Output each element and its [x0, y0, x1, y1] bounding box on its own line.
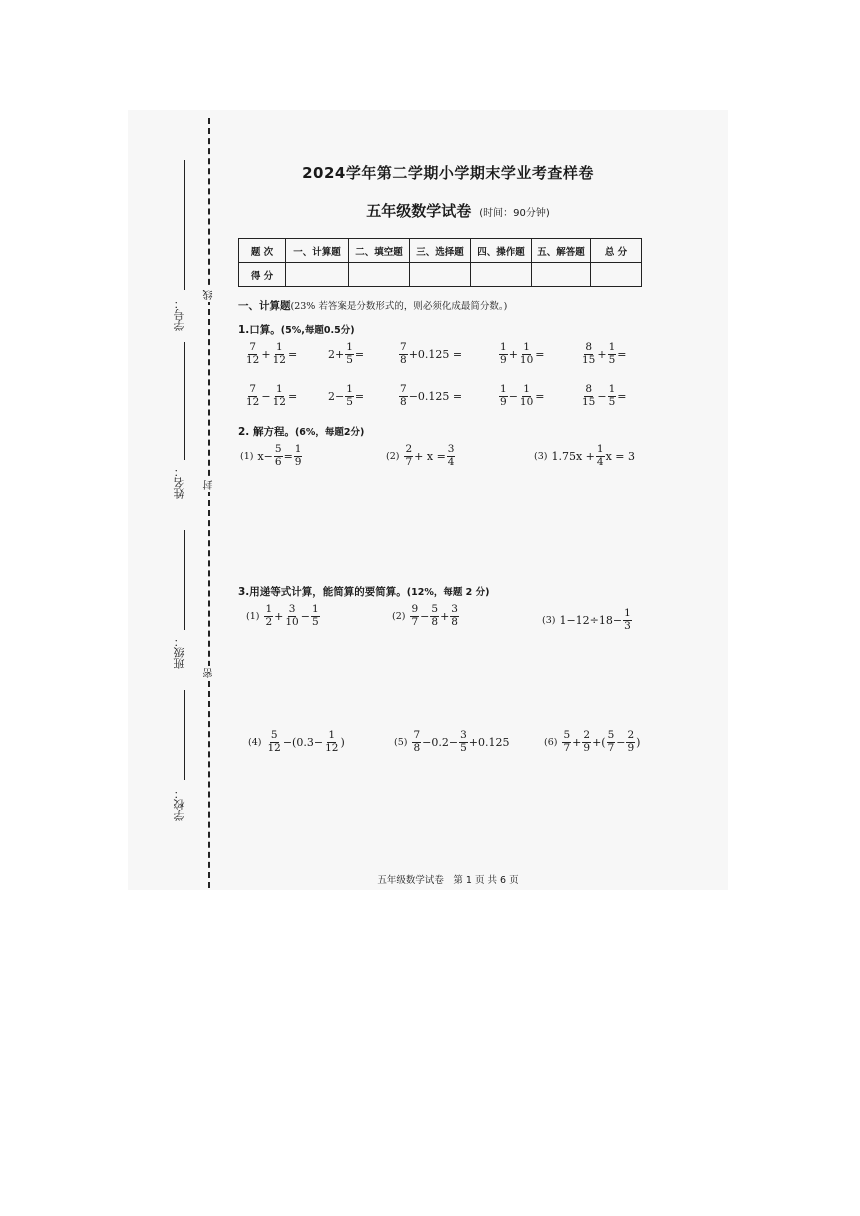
fraction	[272, 342, 287, 366]
denominator: 12	[246, 353, 260, 366]
oral-calc-item	[498, 384, 545, 408]
score-table-header-row	[239, 239, 642, 263]
numerator: 5	[270, 729, 278, 741]
expr-text: x = 3	[605, 449, 635, 463]
expr-text: −	[335, 389, 345, 403]
expr-text: 1−12÷18−	[559, 613, 623, 627]
fraction	[582, 730, 591, 754]
score-table	[238, 238, 642, 287]
score-header-cell: 题 次	[239, 239, 286, 263]
numerator: 5	[431, 603, 439, 615]
denominator: 3	[624, 619, 631, 632]
expr-text: (3)	[542, 614, 556, 626]
numerator: 7	[249, 383, 257, 395]
denominator: 8	[400, 353, 407, 366]
q1-title: 1.口算。	[238, 324, 281, 336]
fraction	[294, 444, 303, 468]
fraction	[274, 444, 283, 468]
fraction	[562, 730, 571, 754]
numerator: 1	[311, 603, 319, 615]
score-header-cell: 三、选择题	[410, 239, 471, 263]
fraction	[430, 604, 439, 628]
oral-calc-item	[328, 342, 364, 366]
numerator: 3	[288, 603, 296, 615]
denominator: 7	[411, 615, 419, 628]
cut-line	[208, 118, 210, 888]
denominator: 8	[431, 615, 439, 628]
score-cell[interactable]	[349, 263, 410, 287]
fraction	[404, 444, 413, 468]
expr-text: +	[261, 347, 271, 361]
expr-text: −	[420, 609, 430, 623]
expr-text: (6)	[544, 736, 558, 748]
fraction	[623, 608, 632, 632]
expr-text: −	[261, 389, 271, 403]
denominator: 12	[272, 353, 286, 366]
expr-text: =	[354, 389, 365, 403]
expr-text: +	[440, 609, 450, 623]
numerator: 2	[627, 729, 635, 741]
denominator: 7	[607, 741, 615, 754]
expr-text: (3)	[534, 450, 548, 462]
score-header-cell: 总 分	[591, 239, 642, 263]
equation-item	[240, 444, 303, 468]
denominator: 15	[582, 353, 596, 366]
expr-text: +	[335, 347, 345, 361]
denominator: 4	[596, 455, 604, 468]
fraction	[245, 384, 260, 408]
numerator: 5	[607, 729, 615, 741]
expr-text: =	[617, 389, 627, 403]
denominator: 5	[608, 395, 616, 408]
denominator: 8	[400, 395, 407, 408]
oral-calc-item	[244, 342, 297, 366]
expr-text: =	[617, 347, 627, 361]
expr-text: =	[535, 347, 545, 361]
oral-calc-item	[498, 342, 545, 366]
numerator: 3	[451, 603, 458, 615]
expr-text: −(0.3−	[282, 735, 324, 749]
student-id-line[interactable]	[184, 160, 185, 290]
fraction	[447, 444, 456, 468]
expr-text: (2)	[392, 610, 406, 622]
numerator: 1	[346, 383, 353, 395]
expr-text: )	[340, 735, 345, 749]
fraction	[459, 730, 468, 754]
expr-text: 2	[328, 389, 335, 403]
denominator: 9	[500, 353, 507, 366]
numerator: 1	[624, 607, 631, 619]
expr-text: +(	[592, 735, 606, 749]
fraction	[581, 342, 596, 366]
seal-seal-char: 封	[204, 480, 215, 490]
seal-line-char: 线	[204, 290, 215, 300]
step-calc-item	[542, 608, 633, 632]
fraction	[412, 730, 421, 754]
name-line[interactable]	[184, 342, 185, 460]
numerator: 2	[583, 729, 591, 741]
expr-text: +	[508, 347, 518, 361]
score-cell[interactable]	[591, 263, 642, 287]
expr-text: −0.125 =	[408, 389, 463, 403]
expr-text: (1)	[246, 610, 260, 622]
expr-text: −	[508, 389, 518, 403]
numerator: 1	[275, 383, 283, 395]
exam-title: 2024学年第二学期小学期末学业考查样卷	[302, 164, 594, 182]
denominator: 2	[265, 615, 273, 628]
fraction	[311, 604, 320, 628]
numerator: 7	[400, 383, 407, 395]
expr-text: + x =	[414, 449, 446, 463]
section-1-note: (23% 若答案是分数形式的，则必须化成最简分数。)	[290, 301, 508, 312]
fraction	[345, 342, 354, 366]
score-cell[interactable]	[471, 263, 532, 287]
fraction	[266, 730, 281, 754]
expr-text: (1)	[240, 450, 254, 462]
q2-note: (6%，每题2分)	[294, 427, 365, 438]
expr-text: =	[287, 389, 298, 403]
q3-title: 3.用递等式计算，能简算的要简算。	[238, 586, 407, 598]
denominator: 9	[583, 741, 591, 754]
score-header-cell: 五、解答题	[532, 239, 591, 263]
fraction	[284, 604, 299, 628]
exam-sheet	[128, 110, 728, 890]
denominator: 9	[294, 455, 302, 468]
fraction	[399, 384, 408, 408]
denominator: 7	[405, 455, 413, 468]
denominator: 7	[563, 741, 571, 754]
numerator: 1	[500, 341, 507, 353]
score-cell[interactable]	[410, 263, 471, 287]
numerator: 1	[608, 341, 616, 353]
score-cell[interactable]	[532, 263, 591, 287]
expr-text: −0.2−	[422, 735, 459, 749]
step-calc-item	[394, 730, 510, 754]
oral-calc-item	[580, 342, 627, 366]
denominator: 10	[519, 395, 534, 408]
denominator: 9	[627, 741, 635, 754]
numerator: 3	[460, 729, 467, 741]
denominator: 5	[460, 741, 467, 754]
oral-calc-item	[244, 384, 297, 408]
fraction	[581, 384, 596, 408]
oral-calc-item	[398, 342, 462, 366]
expr-text: 1.75x +	[551, 449, 595, 463]
expr-text: −	[616, 735, 626, 749]
exam-subtitle	[348, 200, 568, 221]
numerator: 1	[500, 383, 507, 395]
numerator: 7	[249, 341, 257, 353]
expr-text: (4)	[248, 736, 262, 748]
expr-text: )	[636, 735, 641, 749]
denominator: 9	[500, 395, 507, 408]
oral-calc-item	[580, 384, 627, 408]
numerator: 8	[585, 383, 593, 395]
expr-text: −	[597, 389, 607, 403]
denominator: 12	[272, 395, 286, 408]
score-row-label: 得 分	[239, 263, 286, 287]
fraction	[499, 384, 508, 408]
numerator: 7	[400, 341, 407, 353]
fraction	[608, 384, 617, 408]
denominator: 12	[246, 395, 260, 408]
fraction	[410, 604, 419, 628]
fraction	[626, 730, 635, 754]
expr-text: =	[287, 347, 298, 361]
numerator: 1	[265, 603, 273, 615]
name-label: 姓名：	[173, 466, 186, 499]
fraction	[608, 342, 617, 366]
fraction	[264, 604, 273, 628]
denominator: 5	[346, 353, 353, 366]
q3-heading	[238, 584, 489, 599]
expr-text: +	[274, 609, 284, 623]
numerator: 1	[523, 341, 530, 353]
step-calc-item	[246, 604, 321, 628]
fraction	[345, 384, 354, 408]
fraction	[499, 342, 508, 366]
score-table-score-row	[239, 263, 642, 287]
numerator: 5	[563, 729, 571, 741]
q2-heading	[238, 424, 364, 439]
denominator: 4	[447, 455, 455, 468]
subject-title: 五年级数学试卷	[366, 202, 472, 220]
expr-text: (5)	[394, 736, 408, 748]
numerator: 1	[294, 443, 302, 455]
expr-text: x−	[257, 449, 273, 463]
numerator: 1	[275, 341, 283, 353]
denominator: 8	[451, 615, 458, 628]
school-label: 学校：	[173, 788, 186, 821]
fraction	[596, 444, 605, 468]
numerator: 7	[413, 729, 421, 741]
fraction	[324, 730, 339, 754]
numerator: 9	[411, 603, 419, 615]
denominator: 10	[519, 353, 534, 366]
expr-text: =	[535, 389, 545, 403]
numerator: 8	[585, 341, 593, 353]
fraction	[607, 730, 616, 754]
section-1-heading	[238, 298, 507, 313]
expr-text: +0.125 =	[408, 347, 463, 361]
fraction	[519, 384, 534, 408]
score-cell[interactable]	[286, 263, 349, 287]
denominator: 5	[311, 615, 319, 628]
denominator: 15	[582, 395, 596, 408]
expr-text: =	[354, 347, 365, 361]
fraction	[245, 342, 260, 366]
denominator: 6	[274, 455, 282, 468]
q1-note: (5%,每题0.5分)	[280, 325, 355, 336]
score-header-cell: 四、操作题	[471, 239, 532, 263]
expr-text: +	[572, 735, 582, 749]
oral-calc-item	[328, 384, 364, 408]
section-1-title: 一、计算题	[238, 300, 291, 312]
oral-calc-item	[398, 384, 462, 408]
numerator: 1	[596, 443, 604, 455]
equation-item	[534, 444, 635, 468]
numerator: 2	[405, 443, 413, 455]
denominator: 10	[285, 615, 299, 628]
expr-text: +0.125	[468, 735, 510, 749]
denominator: 12	[267, 741, 281, 754]
step-calc-item	[392, 604, 460, 628]
equation-item	[386, 444, 456, 468]
time-limit: (时间：90分钟)	[479, 208, 550, 219]
expr-text: +	[597, 347, 607, 361]
binding-margin	[128, 110, 218, 890]
fraction	[450, 604, 459, 628]
q2-title: 2. 解方程。	[238, 426, 295, 438]
score-header-cell: 二、填空题	[349, 239, 410, 263]
fraction	[272, 384, 287, 408]
expr-text: (2)	[386, 450, 400, 462]
numerator: 1	[608, 383, 616, 395]
denominator: 5	[608, 353, 616, 366]
q3-note: (12%，每题 2 分)	[406, 587, 490, 598]
q1-heading	[238, 322, 355, 337]
page-footer: 五年级数学试卷 第 1 页 共 6 页	[377, 875, 519, 886]
expr-text: =	[283, 449, 293, 463]
expr-text: 2	[328, 347, 335, 361]
denominator: 8	[413, 741, 421, 754]
fraction	[399, 342, 408, 366]
score-header-cell: 一、计算题	[286, 239, 349, 263]
class-label: 班级：	[173, 636, 186, 669]
school-line[interactable]	[184, 690, 185, 780]
expr-text: −	[300, 609, 310, 623]
class-line[interactable]	[184, 530, 185, 630]
numerator: 1	[523, 383, 530, 395]
step-calc-item	[544, 730, 640, 754]
numerator: 1	[328, 729, 336, 741]
seal-secret-char: 密	[204, 668, 215, 678]
step-calc-item	[248, 730, 345, 754]
numerator: 1	[346, 341, 353, 353]
denominator: 12	[325, 741, 339, 754]
numerator: 3	[447, 443, 455, 455]
denominator: 5	[346, 395, 353, 408]
fraction	[519, 342, 534, 366]
student-id-label: 学号：	[173, 298, 186, 331]
numerator: 5	[274, 443, 282, 455]
